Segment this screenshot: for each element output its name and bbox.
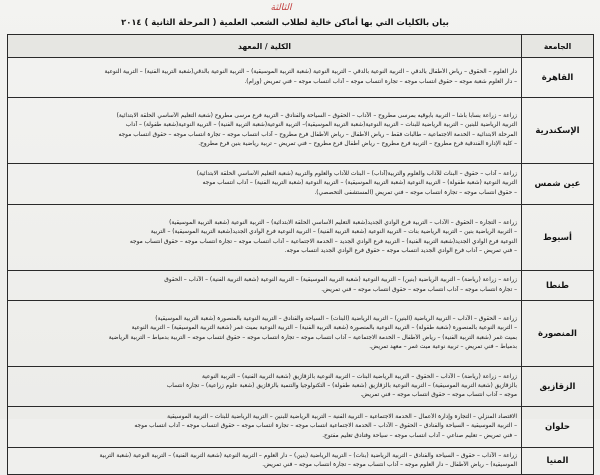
table-row: [8, 301, 594, 367]
faculty-list: [8, 164, 522, 205]
faculty-list: [8, 271, 522, 301]
table-body: [8, 58, 594, 475]
faculty-list: [8, 407, 522, 448]
faculty-line: الموسيقية) – رياض الأطفال – دار العلوم موجه – آداب انتساب موجه – تجارة انتساب موجه – فني تمريض.: [262, 462, 517, 468]
faculty-list: [8, 301, 522, 367]
university-name: أسيوط: [522, 205, 594, 271]
faculty-line: الاقتصاد المنزلي – التجارة وإدارة الأعمال – الخدمة الاجتماعية – التربية الفنية – التربية الرياضية للبنين – التربية الرياضية للبنات – التربية الموسيقية: [167, 414, 517, 421]
faculty-line: التربية النوعية (شعبة طفولة) – التربية النوعية (شعبة التربية الموسيقية) – التربية النوعية (شعبة التربية الفنية) – آداب انتساب موجه: [202, 180, 517, 187]
university-name: عين شمس: [522, 164, 594, 205]
table-row: [8, 205, 594, 271]
faculty-list: [8, 98, 522, 164]
faculty-line: المرحلة الابتدائية – الخدمة الاجتماعية – طالبات فقط – رياض الأطفال – رياض الأطفال فرع مطروح – آداب انتساب موجه – تجارة انتساب موجه – حقوق انتساب موجه: [118, 131, 517, 138]
faculty-line: – التربية الموسيقية – السياحة والفنادق – الحقوق – الآداب – الخدمة الاجتماعية انتساب موجه – تجارة انتساب موجه – حقوق انتساب موجه – آداب انتساب موجه: [134, 423, 517, 430]
faculty-line: موجه – آداب انتساب موجه – حقوق انتساب موجه – فني تمريض.: [360, 392, 517, 399]
document-title: بيان بالكليات التي بها أماكن خالية لطلاب الشعب العلمية ( المرحلة الثانية ) ٢٠١٤: [121, 17, 449, 27]
faculty-line: دار العلوم – الحقوق – رياض الأطفال بالدقي – التربية النوعية بالدقي – التربية النوعية (شعبة التربية الموسيقية) – التربية النوعية بالدقي(شعبة التربية الفنية) – التربية النوعية: [104, 69, 517, 76]
table-row: [8, 58, 594, 98]
faculty-line: زراعة – آداب – حقوق – البنات للآداب والعلوم والتربية(آداب) – البنات للآداب والعلوم والتربية (شعبة التعليم الأساسي الحلقة الابتدائية): [196, 171, 517, 178]
faculty-line: – فني تمريض – تعليم صناعي – آداب انتساب موجه – سياحة وفنادق تعليم مفتوح.: [322, 432, 517, 439]
faculty-line: زراعة – التجارة – الحقوق – الآداب – التربية فرع الوادي الجديد(شعبة التعليم الأساسي الحلقة الابتدائية) – التربية النوعية (شعبة التربية الموسيقية): [169, 220, 517, 227]
university-name: المنيا: [522, 448, 594, 475]
faculty-line: التربية الرياضية للبنين – التربية الرياضية للبنات – التربية النوعية(شعبة التربية الموسيقية)– التربية النوعية(شعبة التربية الفنية) – التربية النوعية(شعبة طفولة) – آداب: [125, 122, 517, 129]
faculty-line: زراعة – زراعة (رياضة) – الآداب – الحقوق – التربية الرياضية البنات – التربية النوعية بالزقازيق (شعبة التربية الفنية) – التربية النوعية: [202, 373, 517, 380]
table-row: [8, 164, 594, 205]
faculty-line: النوعية فرع الوادي الجديد(شعبة التربية الفنية) – التربية فرع الوادي الجديد – الخدمة الاجتماعية – آداب انتساب موجه – تجارة انتساب موجه – حقوق انتساب موجه: [129, 238, 517, 245]
university-name: المنصورة: [522, 301, 594, 367]
faculty-line: زراعة – زراعة (رياضة) – التربية الرياضية (بنين) – التربية النوعية (شعبة التربية الموسيقية) – التربية النوعية (شعبة التربية الفنية) – الآداب – الحقوق: [164, 277, 517, 284]
university-name: حلوان: [522, 407, 594, 448]
table-row: [8, 407, 594, 448]
faculty-list: [8, 58, 522, 98]
faculty-line: زراعة – الحقوق – الآداب – التربية الرياضية (البنين) – التربية الرياضية (البنات) – السياحة والفنادق – التربية النوعية بالمنصورة (شعبة التربية الموسيقية): [155, 316, 517, 323]
header-university: الجامعة: [522, 35, 594, 58]
faculty-line: – فني تمريض – آداب فرع الوادي الجديد انتساب موجه – حقوق فرع الوادي الجديد انتساب موجه.: [284, 247, 517, 254]
vacancies-table: [7, 34, 594, 475]
table-row: [8, 98, 594, 164]
faculty-line: – كلية الإدارة الفندقية فرع مطروح – التربية فرع مطروح – رياض أطفال فرع مطروح – فني تمريض – تربية رياضية بنين فرع مطروح.: [198, 140, 517, 147]
faculty-line: – دار العلوم شعبة موجه – حقوق انتساب موجه – تجارة انتساب موجه – آداب انتساب موجه – فني تمريض (ورام).: [244, 78, 517, 85]
university-name: الإسكندرية: [522, 98, 594, 164]
university-name: القاهرة: [522, 58, 594, 98]
faculty-line: بالزقازيق (شعبة التربية الموسيقية) – التربية النوعية بالزقازيق (شعبة طفولة) – التكنولوجيا والتنمية بالزقازيق (شعبة علوم زراعية) – تجارة انتساب: [166, 382, 517, 389]
faculty-list: [8, 448, 522, 475]
faculty-line: – التربية النوعية بالمنصورة (شعبة طفولة) – التربية النوعية بالمنصورة (شعبة التربية الفنية) – التربية النوعية بميت غمر (شعبة التربية الموسيقية) – التربية النوعية: [131, 325, 517, 332]
table-header-row: [8, 35, 594, 58]
table-row: [8, 367, 594, 407]
university-name: الزقازيق: [522, 367, 594, 407]
faculty-line: زراعة – زراعة بساباً باشا – التربية بأبوقيه بمرسى مطروح – الآداب – الحقوق – السياحة والفنادق – التربية فرع مرسى مطروح (شعبة التعليم الأساسي الحلقة الابتدائية): [116, 113, 517, 120]
university-name: طنطا: [522, 271, 594, 301]
faculty-line: – حقوق انتساب موجه – تجارة انتساب موجه – فني تمريض (المستشفى التخصصي).: [314, 189, 517, 196]
faculty-list: [8, 205, 522, 271]
faculty-line: – التربية الرياضية بنين – التربية الرياضية بنات – التربية النوعية (شعبة التربية الفنية) – التربية النوعية فرع الوادي الجديد(شعبة التربية الموسيقية) – التربية: [150, 229, 517, 236]
faculty-line: بميت غمر (شعبة التربية الفنية) – رياض الأطفال – الخدمة الاجتماعية – آداب انتساب موجه – تجارة انتساب موجه – حقوق انتساب موجه – التربية بدمياط – التربية الرياضية: [108, 334, 517, 341]
page-number: الثالثة: [270, 3, 292, 13]
faculty-list: [8, 367, 522, 407]
faculty-line: – تجارة انتساب موجه – آداب انتساب موجه – حقوق انتساب موجه – فني تمريض.: [321, 286, 517, 293]
header-faculty: الكلية / المعهد: [8, 35, 522, 58]
table-row: [8, 448, 594, 475]
table-row: [8, 271, 594, 301]
faculty-line: زراعة – الآداب – حقوق – السياحة والفنادق – التربية الرياضية (بنات) – التربية الرياضية (بنين) – دار العلوم – التربية النوعية (شعبة التربية الفنية) – التربية النوعية (شعبة التربية: [99, 452, 517, 459]
faculty-line: بدمياط – فني تمريض – تربية نوعية ميت غمر – معهد تمريض.: [369, 343, 517, 350]
